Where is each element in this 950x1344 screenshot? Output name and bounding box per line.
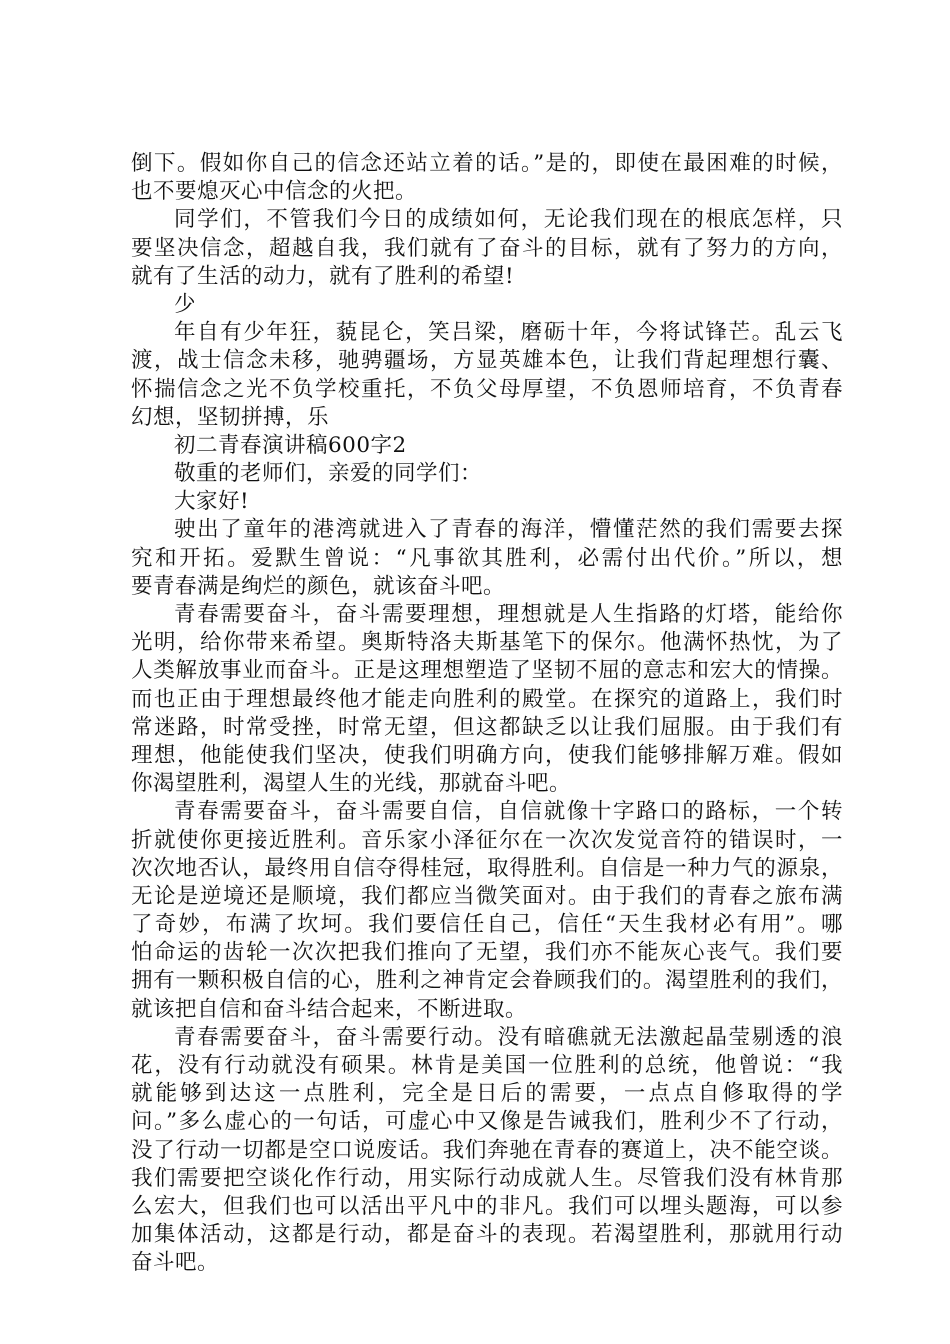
text-line: 人类解放事业而奋斗。正是这理想塑造了坚韧不屈的意志和宏大的情操。 — [131, 658, 843, 684]
text-line: 花，没有行动就没有硕果。林肯是美国一位胜利的总统，他曾说：“我 — [131, 1053, 843, 1078]
text-line: 青春需要奋斗，奋斗需要行动。没有暗礁就无法激起晶莹剔透的浪 — [174, 1024, 843, 1050]
text-line: 问。”多么虚心的一句话，可虚心中又像是告诫我们，胜利少不了行动， — [131, 1109, 843, 1135]
text-line: 而也正由于理想最终他才能走向胜利的殿堂。在探究的道路上，我们时 — [131, 686, 843, 712]
text-line: 究和开拓。爱默生曾说：“凡事欲其胜利，必需付出代价。”所以，想 — [131, 545, 843, 571]
text-line: 青春需要奋斗，奋斗需要自信，自信就像十字路口的路标，一个转 — [174, 799, 843, 825]
text-line: 敬重的老师们，亲爱的同学们： — [174, 461, 483, 487]
text-line: 么宏大，但我们也可以活出平凡中的非凡。我们可以埋头题海，可以参 — [131, 1193, 843, 1219]
text-line: 要坚决信念，超越自我，我们就有了奋斗的目标，就有了努力的方向， — [131, 235, 843, 261]
text-line: 幻想，坚韧拼搏，乐 — [131, 404, 330, 430]
text-line: 驶出了童年的港湾就进入了青春的海洋，懵懂茫然的我们需要去探 — [174, 517, 843, 543]
text-line: 常迷路，时常受挫，时常无望，但这都缺乏以让我们屈服。由于我们有 — [131, 714, 843, 740]
text-line: 理想，他能使我们坚决，使我们明确方向，使我们能够排解万难。假如 — [131, 742, 843, 768]
text-line: 奋斗吧。 — [131, 1250, 220, 1276]
text-line: 次次地否认，最终用自信夺得桂冠，取得胜利。自信是一种力气的源泉， — [131, 855, 843, 881]
text-line: 倒下。假如你自己的信念还站立着的话。”是的，即使在最困难的时候， — [131, 151, 843, 176]
text-line: 年自有少年狂，藐昆仑，笑吕梁，磨砺十年，今将试锋芒。乱云飞 — [174, 320, 843, 346]
text-line: 少 — [174, 291, 197, 317]
text-line: 我们需要把空谈化作行动，用实际行动成就人生。尽管我们没有林肯那 — [131, 1165, 843, 1191]
text-line: 拥有一颗积极自信的心，胜利之神肯定会眷顾我们的。渴望胜利的我们， — [131, 968, 843, 994]
text-line: 加集体活动，这都是行动，都是奋斗的表现。若渴望胜利，那就用行动 — [131, 1222, 843, 1248]
text-line: 怀揣信念之光不负学校重托，不负父母厚望，不负恩师培育，不负青春 — [131, 376, 843, 402]
document-body — [131, 150, 843, 1278]
text-line: 没了行动一切都是空口说废话。我们奔驰在青春的赛道上，决不能空谈。 — [131, 1137, 843, 1163]
text-line: 你渴望胜利，渴望人生的光线，那就奋斗吧。 — [131, 771, 572, 797]
text-line: 大家好! — [174, 489, 250, 515]
text-line: 怕命运的齿轮一次次把我们推向了无望，我们亦不能灰心丧气。我们要 — [131, 940, 843, 966]
text-line: 就该把自信和奋斗结合起来，不断进取。 — [131, 996, 528, 1022]
text-line: 渡，战士信念未移，驰骋疆场，方显英雄本色，让我们背起理想行囊、 — [131, 348, 843, 374]
text-line: 就有了生活的动力，就有了胜利的希望! — [131, 263, 515, 289]
text-line: 无论是逆境还是顺境，我们都应当微笑面对。由于我们的青春之旅布满 — [131, 883, 843, 909]
text-line: 光明，给你带来希望。奥斯特洛夫斯基笔下的保尔。他满怀热忱，为了 — [131, 630, 843, 656]
text-line: 初二青春演讲稿600字2 — [174, 432, 407, 458]
text-line: 青春需要奋斗，奋斗需要理想，理想就是人生指路的灯塔，能给你 — [174, 602, 843, 627]
text-line: 折就使你更接近胜利。音乐家小泽征尔在一次次发觉音符的错误时，一 — [131, 827, 843, 853]
text-line: 同学们，不管我们今日的成绩如何，无论我们现在的根底怎样，只 — [174, 207, 843, 233]
text-line: 就能够到达这一点胜利，完全是日后的需要，一点点自修取得的学 — [131, 1081, 843, 1107]
text-line: 了奇妙，布满了坎坷。我们要信任自己，信任“天生我材必有用”。哪 — [131, 912, 843, 938]
text-line: 也不要熄灭心中信念的火把。 — [131, 179, 418, 205]
text-line: 要青春满是绚烂的颜色，就该奋斗吧。 — [131, 573, 506, 599]
